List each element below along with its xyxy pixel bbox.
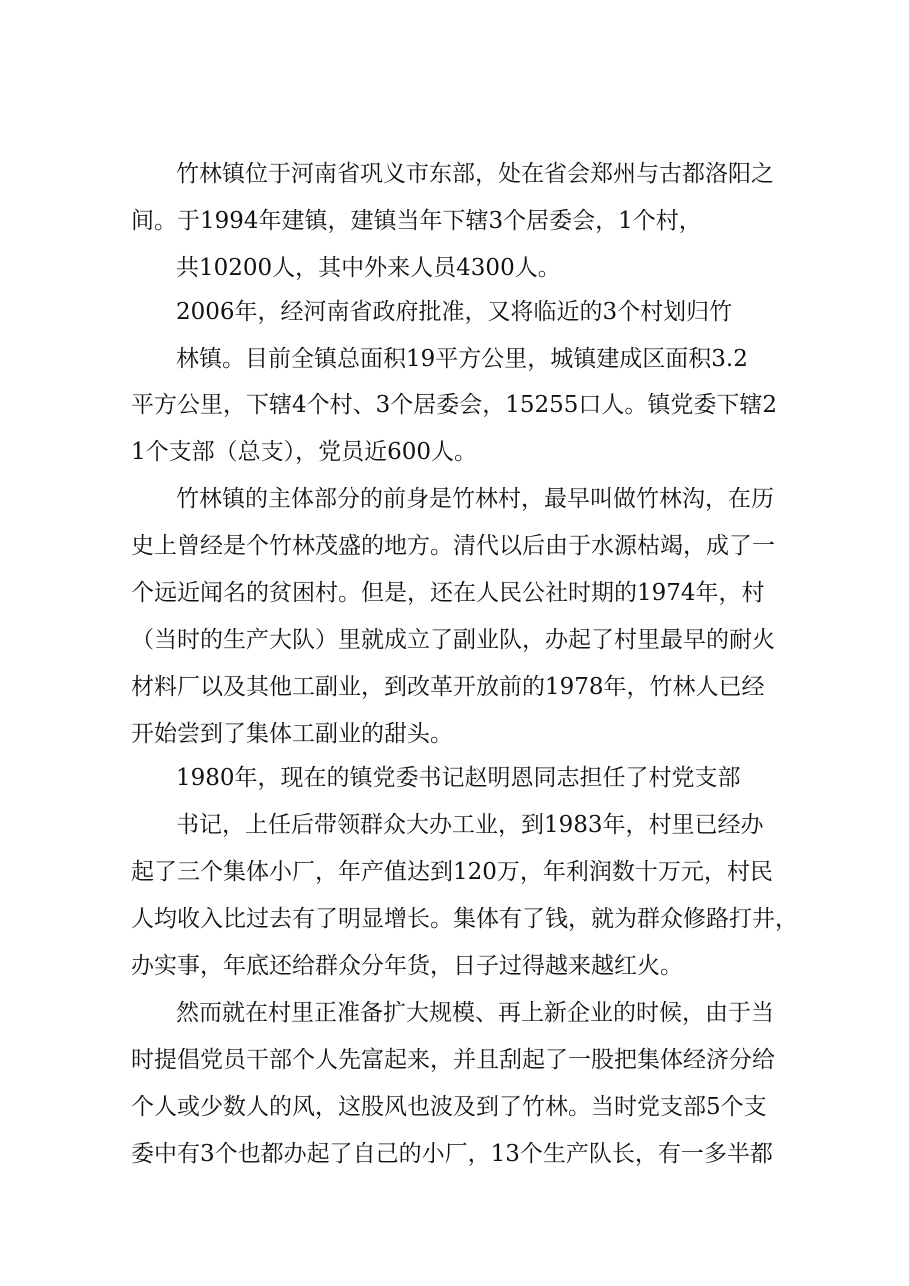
- text-line: （当时的生产大队）里就成立了副业队，办起了村里最早的耐火: [131, 627, 775, 653]
- text-line: 2006年，经河南省政府批准，又将临近的3个村划归竹: [176, 299, 733, 325]
- text-line: 共10200人，其中外来人员4300人。: [176, 255, 561, 281]
- text-line: 起了三个集体小厂，年产值达到120万，年利润数十万元，村民: [131, 859, 773, 885]
- text-line: 办实事，年底还给群众分年货，日子过得越来越红火。: [131, 953, 683, 979]
- text-line: 时提倡党员干部个人先富起来，并且刮起了一股把集体经济分给: [131, 1047, 775, 1073]
- text-line: 林镇。目前全镇总面积19平方公里，城镇建成区面积3.2: [176, 346, 748, 372]
- text-line: 竹林镇的主体部分的前身是竹林村，最早叫做竹林沟，在历: [176, 486, 774, 512]
- text-line: 材料厂以及其他工副业，到改革开放前的1978年，竹林人已经: [131, 674, 765, 700]
- text-line: 平方公里，下辖4个村、3个居委会，15255口人。镇党委下辖2: [131, 392, 778, 418]
- text-line: 个人或少数人的风，这股风也波及到了竹林。当时党支部5个支: [131, 1094, 767, 1120]
- text-line: 个远近闻名的贫困村。但是，还在人民公社时期的1974年，村: [131, 580, 765, 606]
- text-line: 1个支部（总支），党员近600人。: [131, 439, 478, 465]
- text-line: 委中有3个也都办起了自己的小厂，13个生产队长，有一多半都: [131, 1141, 773, 1167]
- text-line: 间。于1994年建镇，建镇当年下辖3个居委会，1个村，: [131, 208, 702, 234]
- text-line: 1980年，现在的镇党委书记赵明恩同志担任了村党支部: [176, 765, 741, 791]
- text-line: 然而就在村里正准备扩大规模、再上新企业的时候，由于当: [176, 1000, 774, 1026]
- text-line: 书记，上任后带领群众大办工业，到1983年，村里已经办: [176, 812, 764, 838]
- text-line: 开始尝到了集体工副业的甜头。: [131, 721, 453, 747]
- text-line: 竹林镇位于河南省巩义市东部，处在省会郑州与古都洛阳之: [176, 161, 774, 187]
- text-line: 人均收入比过去有了明显增长。集体有了钱，就为群众修路打井，: [131, 906, 798, 932]
- text-line: 史上曾经是个竹林茂盛的地方。清代以后由于水源枯竭，成了一: [131, 533, 775, 559]
